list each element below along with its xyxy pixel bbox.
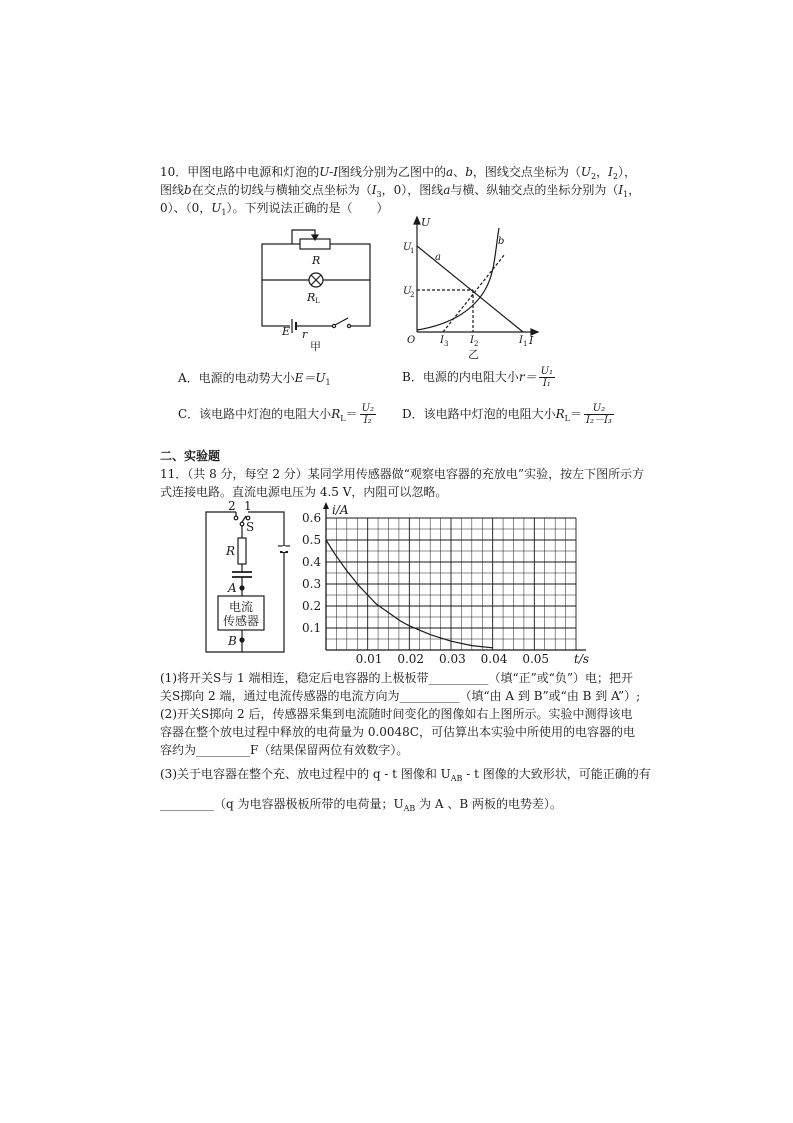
label-b: b [498, 236, 505, 247]
svg-text:3: 3 [444, 340, 449, 348]
chart-ticks [302, 511, 549, 666]
wire-right [236, 512, 284, 652]
sensor-label-2: 传感器 [223, 614, 260, 628]
label-rl-sub: L [315, 297, 320, 305]
tick-u1: U [403, 242, 412, 253]
option-b[interactable]: B．电源的内电阻大小r＝ $\frac{\text{U₁}}{\text{I₁}}$ [402, 366, 554, 389]
label-node-a: A [228, 581, 237, 595]
q10-stem-line2: 图线b在交点的切线与横轴交点坐标为（$I_3$，0），图线a与横、纵轴交点的坐标分别为（$I_1$， [160, 183, 641, 199]
label-terminal-1: 1 [244, 500, 252, 513]
node-b [240, 638, 244, 642]
y-tick-label: 0.4 [302, 555, 322, 569]
line-a [417, 246, 523, 332]
q11-part3-line1: (3)关于电容器在整个充、放电过程中的 q - t 图像和 $U_{AB}$ - t 图像的大致形状，可能正确的有 [160, 767, 651, 783]
tick-i3: I [440, 335, 444, 346]
y-tick-label: 0.6 [302, 511, 322, 525]
option-d[interactable]: D．该电路中灯泡的电阻大小$R_L=$ $\frac{\text{U₂}}{\text{I₂－I₃}}$ [402, 403, 612, 426]
node-a [240, 586, 244, 590]
tick-i2: I [470, 335, 474, 346]
tick-u2: U [403, 286, 412, 297]
ui-graph-yi [395, 212, 545, 362]
q11-part2-line1: (2)开关S掷向 2 后，传感器采集到电流随时间变化的图像如右上图所示。实验中测得该电 [160, 707, 633, 721]
y-tick-label: 0.2 [302, 599, 322, 613]
x-tick-label: 0.02 [397, 652, 425, 666]
x-tick-label: 0.01 [355, 652, 383, 666]
x-tick-label: 0.04 [480, 652, 508, 666]
caption-yi: 乙 [468, 348, 479, 361]
label-terminal-2: 2 [228, 500, 236, 513]
q11-stem-line1: 11．（共 8 分，每空 2 分）某同学用传感器做“观察电容器的充放电”实验，按左下图所示方 [160, 467, 645, 481]
y-tick-label: 0.3 [302, 577, 322, 591]
label-rl: R [307, 291, 316, 304]
y-tick-label: 0.5 [302, 533, 322, 547]
chart-xlabel: t/s [574, 652, 590, 666]
origin-o: O [407, 335, 416, 346]
label-resistor-r: R [226, 544, 236, 558]
circuit-diagram-jia [250, 222, 380, 352]
svg-text:1: 1 [410, 247, 415, 255]
axis-u-label: U [421, 216, 431, 229]
q11-part2-line2: 容器在整个放电过程中释放的电荷量为 0.0048C，可估算出本实验中所使用的电容器的电 [160, 725, 635, 739]
label-node-b: B [228, 634, 237, 648]
y-tick-label: 0.1 [302, 621, 322, 635]
section-title: 二、实验题 [160, 449, 221, 463]
svg-text:2: 2 [474, 340, 479, 348]
q11-part2-line3: 容约为_________F（结果保留两位有效数字）。 [160, 743, 409, 757]
q10-stem-line1: 10．甲图电路中电源和灯泡的U-I图线分别为乙图中的a、b，图线交点坐标为（$U_2$，$I_2$）， [160, 165, 636, 181]
svg-text:1: 1 [523, 340, 528, 348]
option-a[interactable]: A．电源的电动势大小$E=U_1$ [178, 371, 331, 387]
axis-i-label: I [529, 334, 534, 347]
label-e: E [282, 325, 291, 338]
switch-blade [335, 318, 348, 325]
option-c[interactable]: C．该电路中灯泡的电阻大小$R_L=$ $\frac{\text{U₂}}{\text{I₂}}$ [178, 403, 374, 426]
svg-text:2: 2 [410, 291, 415, 299]
label-switch-s: S [246, 520, 255, 534]
chart-grid [326, 518, 576, 650]
q11-part3-line2: _________（q 为电容器极板所带的电荷量；$U_{AB}$ 为 A 、B 两板的电势差）。 [160, 797, 563, 813]
q11-stem-line2: 式连接电路。直流电源电压为 4.5 V，内阻可以忽略。 [160, 485, 448, 499]
q11-part1-line1: (1)将开关S与 1 端相连，稳定后电容器的上极板带__________（填“正”或“负”）电；把开 [160, 671, 634, 685]
sensor-label-1: 电流 [229, 600, 254, 614]
q11-part1-line2: 关S掷向 2 端，通过电流传感器的电流方向为__________（填“由 A 到 B”或“由 B 到 A”）; [160, 689, 641, 703]
resistor-r [238, 538, 246, 564]
y-axis-arrow [323, 502, 329, 509]
chart-ylabel: i/A [332, 503, 349, 517]
label-r-internal: r [302, 328, 308, 341]
tick-i1: I [519, 335, 523, 346]
x-tick-label: 0.05 [522, 652, 550, 666]
q10-stem-line3: 0）、（0，$U_1$）。下列说法正确的是（ ） [160, 201, 389, 217]
current-time-chart [302, 500, 592, 670]
x-tick-label: 0.03 [439, 652, 466, 666]
label-r-rheostat: R [312, 254, 321, 267]
label-a: a [435, 252, 441, 263]
circuit-diagram-q11 [196, 500, 300, 658]
caption-jia: 甲 [310, 340, 321, 352]
